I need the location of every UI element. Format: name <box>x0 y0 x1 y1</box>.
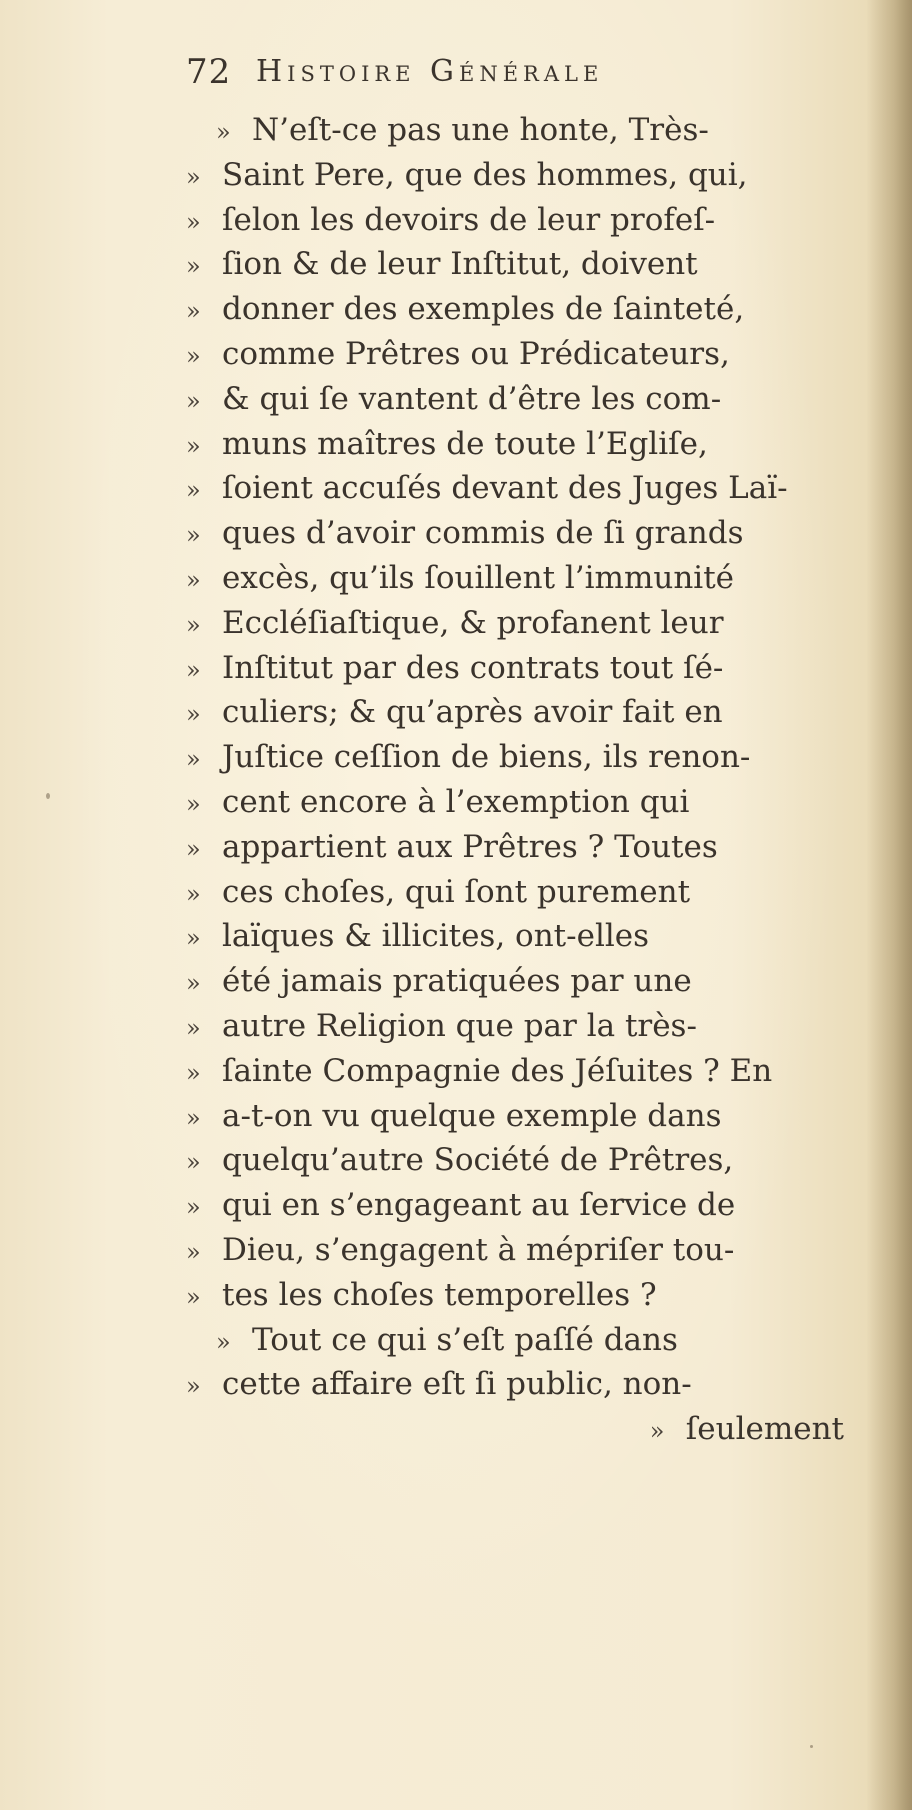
quotation-mark: » <box>186 476 201 505</box>
text-line <box>186 556 866 601</box>
line-text: autre Religion que par la très- <box>222 1007 697 1044</box>
running-title: Histoire Générale <box>256 54 604 89</box>
quotation-mark: » <box>216 118 231 146</box>
text-line <box>186 1183 866 1228</box>
quotation-mark: » <box>186 252 201 281</box>
text-line <box>186 1228 866 1273</box>
text-line <box>186 108 866 153</box>
line-text: ques d’avoir commis de ſi grands <box>222 515 744 552</box>
line-text: muns maîtres de toute l’Egliſe, <box>222 425 708 462</box>
paper-speck <box>46 793 50 799</box>
line-text: & qui ſe vantent d’être les com- <box>222 380 722 417</box>
line-text: a-t-on vu quelque exemple dans <box>222 1097 722 1134</box>
page-number: 72 <box>186 52 232 92</box>
text-line <box>186 1049 866 1094</box>
line-text: culiers; & qu’après avoir fait en <box>222 694 723 731</box>
line-text: Saint Pere, que des hommes, qui, <box>222 156 748 193</box>
page-edge-shadow <box>866 0 912 1810</box>
quotation-mark: » <box>186 610 201 639</box>
line-text: ſion & de leur Inſtitut, doivent <box>222 246 698 283</box>
quotation-mark: » <box>186 297 201 326</box>
text-line <box>186 1138 866 1183</box>
line-text: ſainte Compagnie des Jéſuites ? En <box>222 1052 773 1089</box>
quotation-mark: » <box>186 1058 201 1087</box>
line-text: ſoient accuſés devant des Juges Laï- <box>222 470 788 507</box>
text-line <box>186 153 866 198</box>
line-text: cent encore à l’exemption qui <box>222 783 690 820</box>
text-line <box>186 242 866 287</box>
line-text: quelqu’autre Société de Prêtres, <box>222 1142 734 1179</box>
text-line <box>186 287 866 332</box>
quotation-mark: » <box>186 386 201 415</box>
quotation-mark: » <box>186 834 201 863</box>
quotation-mark: » <box>186 341 201 370</box>
text-line <box>186 511 866 556</box>
quotation-mark: » <box>216 1327 231 1356</box>
text-line <box>186 690 866 735</box>
text-line <box>186 1004 866 1049</box>
quotation-mark: » <box>186 1103 201 1132</box>
quotation-mark: » <box>186 521 201 550</box>
text-line <box>186 198 866 243</box>
line-text: été jamais pratiquées par une <box>222 963 692 1000</box>
text-line <box>186 825 866 870</box>
quotation-mark: » <box>186 789 201 818</box>
text-line <box>186 780 866 825</box>
line-text: Juſtice ceſſion de biens, ils renon- <box>222 739 751 776</box>
quotation-mark: » <box>186 1372 201 1401</box>
text-line <box>186 1318 866 1363</box>
quotation-mark: » <box>186 879 201 908</box>
quotation-mark: » <box>186 162 201 191</box>
line-text: excès, qu’ils ſouillent l’immunité <box>222 559 734 596</box>
quotation-mark: » <box>186 1282 201 1311</box>
quotation-mark: » <box>186 207 201 236</box>
catchword-line <box>186 1407 866 1452</box>
line-text: appartient aux Prêtres ? Toutes <box>222 828 718 865</box>
quotation-mark: » <box>186 1237 201 1266</box>
text-line <box>186 332 866 377</box>
text-line <box>186 377 866 422</box>
text-line <box>186 870 866 915</box>
paper-speck <box>810 1745 813 1748</box>
line-text: ſelon les devoirs de leur profeſ- <box>222 201 716 238</box>
line-text: Inſtitut par des contrats tout ſé- <box>222 649 724 686</box>
line-text: Tout ce qui s’eſt paſſé dans <box>252 1321 678 1358</box>
line-text: Eccléſiaſtique, & profanent leur <box>222 604 724 641</box>
text-line <box>186 959 866 1004</box>
line-text: N’eſt-ce pas une honte, Très- <box>252 112 709 148</box>
line-text: qui en s’engageant au ſervice de <box>222 1187 736 1224</box>
quotation-mark: » <box>186 655 201 684</box>
line-text: donner des exemples de ſainteté, <box>222 291 745 328</box>
text-line <box>186 1094 866 1139</box>
quotation-mark: » <box>186 700 201 729</box>
quotation-mark: » <box>649 1417 665 1446</box>
quotation-mark: » <box>186 1193 201 1222</box>
line-text: cette affaire eſt ſi public, non- <box>222 1366 692 1403</box>
quotation-mark: » <box>186 1148 201 1177</box>
quotation-mark: » <box>186 431 201 460</box>
body-text <box>186 108 866 1452</box>
text-line <box>186 914 866 959</box>
text-line <box>186 735 866 780</box>
text-line <box>186 646 866 691</box>
catchword: ſeulement <box>685 1411 844 1448</box>
page-header <box>186 52 826 102</box>
text-line <box>186 466 866 511</box>
line-text: laïques & illicites, ont-elles <box>222 918 650 955</box>
quotation-mark: » <box>186 745 201 774</box>
text-line <box>186 422 866 467</box>
quotation-mark: » <box>186 1013 201 1042</box>
line-text: tes les choſes temporelles ? <box>222 1276 657 1313</box>
quotation-mark: » <box>186 924 201 953</box>
line-text: ces choſes, qui ſont purement <box>222 873 691 910</box>
text-line <box>186 601 866 646</box>
quotation-mark: » <box>186 969 201 998</box>
line-text: Dieu, s’engagent à mépriſer tou- <box>222 1231 735 1268</box>
text-line <box>186 1273 866 1318</box>
text-line <box>186 1362 866 1407</box>
line-text: comme Prêtres ou Prédicateurs, <box>222 335 730 372</box>
quotation-mark: » <box>186 565 201 594</box>
